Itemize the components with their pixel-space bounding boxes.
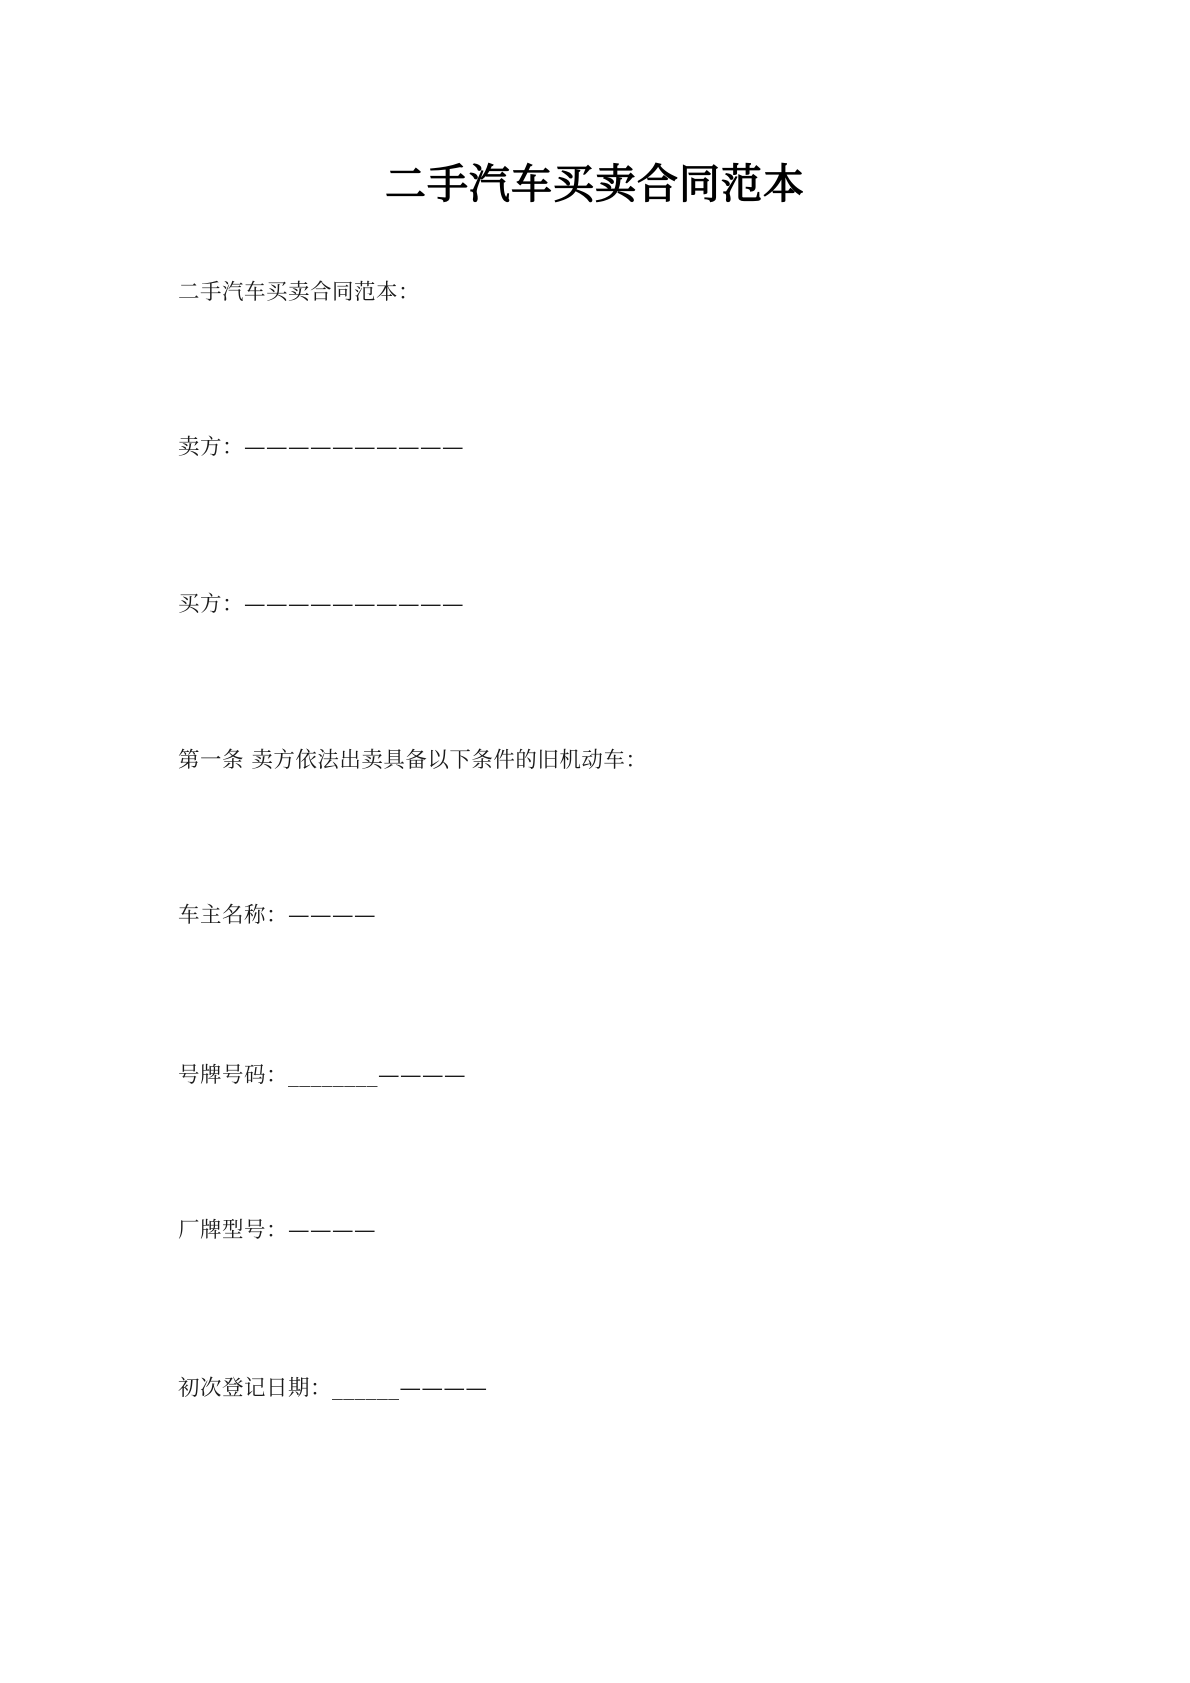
- paragraph-owner-name-blank: 车主名称：————: [178, 903, 377, 928]
- paragraph-seller-blank: 卖方：——————————: [178, 435, 465, 460]
- paragraph-subtitle: 二手汽车买卖合同范本：: [178, 280, 421, 305]
- paragraph-first-registration-date-blank: 初次登记日期：______————: [178, 1376, 488, 1401]
- paragraph-plate-number-blank: 号牌号码：________————: [178, 1063, 467, 1088]
- paragraph-brand-model-blank: 厂牌型号：————: [178, 1218, 377, 1243]
- paragraph-article-1: 第一条 卖方依法出卖具备以下条件的旧机动车：: [178, 748, 648, 773]
- document-title: 二手汽车买卖合同范本: [385, 160, 805, 208]
- paragraph-buyer-blank: 买方：——————————: [178, 592, 465, 617]
